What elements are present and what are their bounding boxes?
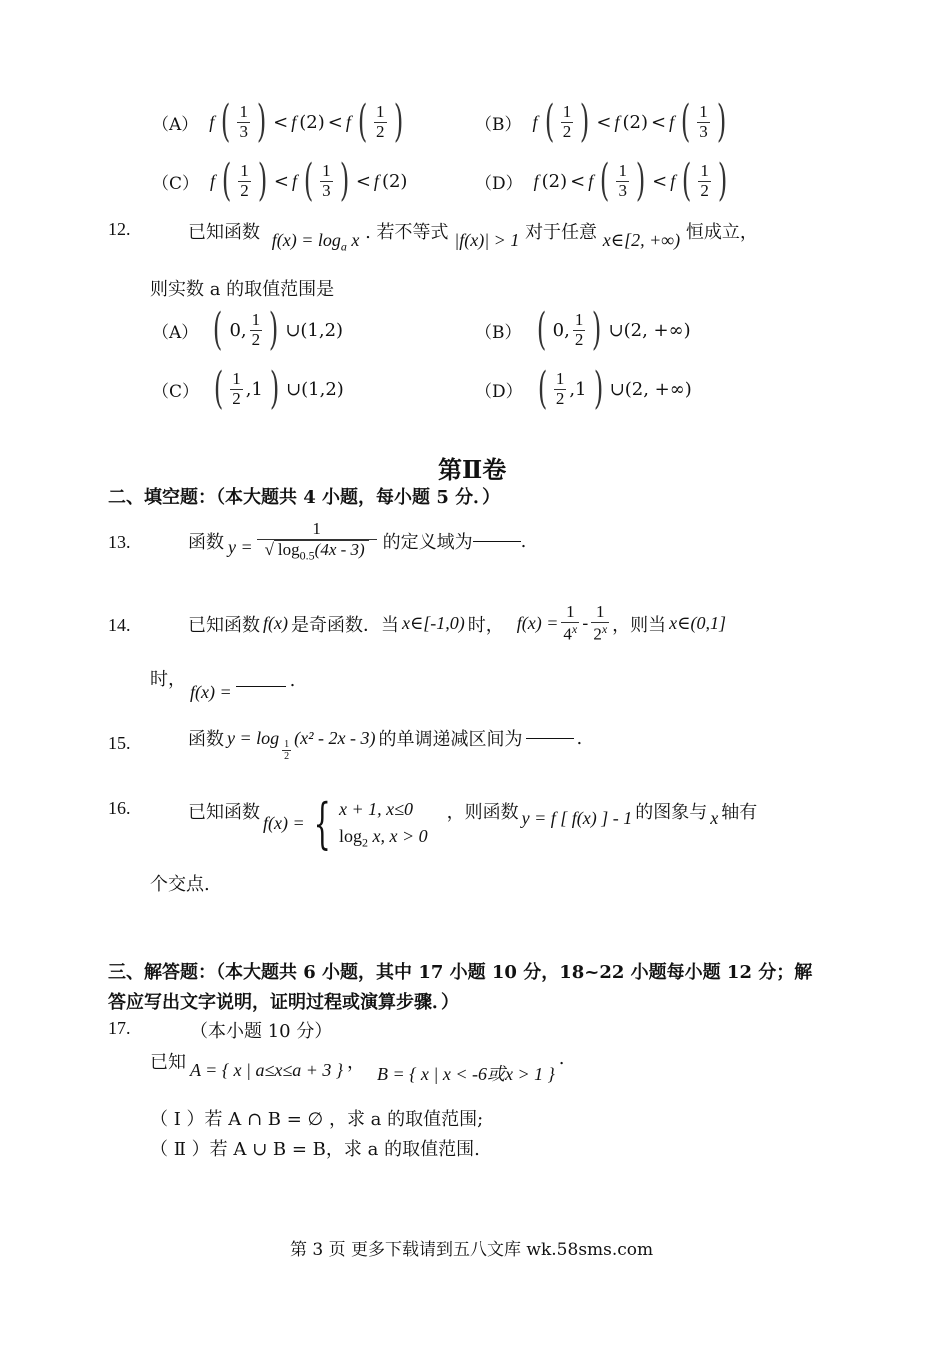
q11-option-b: （B） f ( $\frac{1}{2}$ ) < f (2) < f ( $\frac{1}{3}$ ): [475, 96, 727, 147]
q12-stem: 已知函数 $f(x) = \log_a x$ . 若不等式 |f(x)| > 1 对于任意 x∈[2, +∞) 恒成立，: [188, 222, 758, 254]
q12-number: 12.: [108, 219, 131, 239]
part2-header: 二、填空题：（本大题共 4 小题，每小题 5 分．）: [108, 487, 501, 508]
q16-line2: 个交点.: [150, 874, 210, 895]
q17-part1: （ Ⅰ ）若 A ∩ B = ∅ ，求 a 的取值范围;: [150, 1109, 484, 1130]
q14-number: 14.: [108, 615, 131, 635]
q12-option-b: （B） ( 0, $\frac{1}{2}$ ) ∪(2, +∞): [475, 304, 691, 355]
part3-header-line2: 答应写出文字说明，证明过程或演算步骤．）: [108, 992, 459, 1013]
q15-stem: 函数 y = log $\frac{1}{2}$ (x² - 2x - 3) 的单调递减区间为 .: [188, 727, 583, 762]
q13-blank[interactable]: [473, 541, 521, 542]
q15-number: 15.: [108, 733, 131, 753]
q11-option-c: （C） f ( $\frac{1}{2}$ ) < f ( $\frac{1}{3}$ ) < f (2): [152, 155, 408, 206]
q17-given: 已知 A = { x | a≤x≤a + 3 } ， B = { x | x < -6或x > 1 } .: [150, 1048, 565, 1084]
q16-number: 16.: [108, 798, 131, 818]
page-footer: 第 3 页 更多下载请到五八文库 wk.58sms.com: [290, 1240, 654, 1260]
section-title: 第Ⅱ卷: [438, 455, 507, 484]
q11-option-d: （D） f (2) < f ( $\frac{1}{3}$ ) < f ( $\frac{1}{2}$ ): [475, 155, 728, 206]
q14-stem: 已知函数 f(x) 是奇函数．当 x∈[-1,0) 时， f(x) = $\frac{1}{4^x}$ - $\frac{1}{2^x}$ ，则当 x∈(0,1]: [188, 602, 726, 644]
q14-line2: 时， f(x) = .: [150, 669, 296, 702]
q12-option-a: （A） ( 0, $\frac{1}{2}$ ) ∪(1,2): [152, 304, 344, 355]
q14-blank[interactable]: [236, 686, 286, 687]
q13-stem: 函数 y = $\frac{1}{√ \log_{0.5}(4x - 3)}$ 的定义域为 .: [188, 519, 527, 563]
q13-number: 13.: [108, 532, 131, 552]
q12-line2: 则实数 a 的取值范围是: [150, 279, 335, 300]
q17-number: 17.: [108, 1018, 131, 1038]
q17-part2: （ Ⅱ ）若 A ∪ B = B，求 a 的取值范围.: [150, 1139, 480, 1160]
q12-option-d: （D） ( $\frac{1}{2}$ ,1 ) ∪(2, +∞): [475, 363, 692, 414]
q11-option-a: （A） f ( $\frac{1}{3}$ ) < f (2) < f ( $\frac{1}{2}$ ): [152, 96, 403, 147]
part3-header-line1: 三、解答题：（本大题共 6 小题，其中 17 小题 10 分，18~22 小题每小题 12 分；解: [108, 962, 813, 983]
q15-blank[interactable]: [526, 738, 574, 739]
q12-option-c: （C） ( $\frac{1}{2}$ ,1 ) ∪(1,2): [152, 363, 344, 414]
q17-score: （本小题 10 分）: [190, 1021, 333, 1042]
q16-stem: 已知函数 f(x) = { x + 1, x≤0 $\log_2 x$, x > 0 ，则函数 y = f [ f(x) ] - 1 的图象与 x 轴有: [188, 791, 758, 855]
